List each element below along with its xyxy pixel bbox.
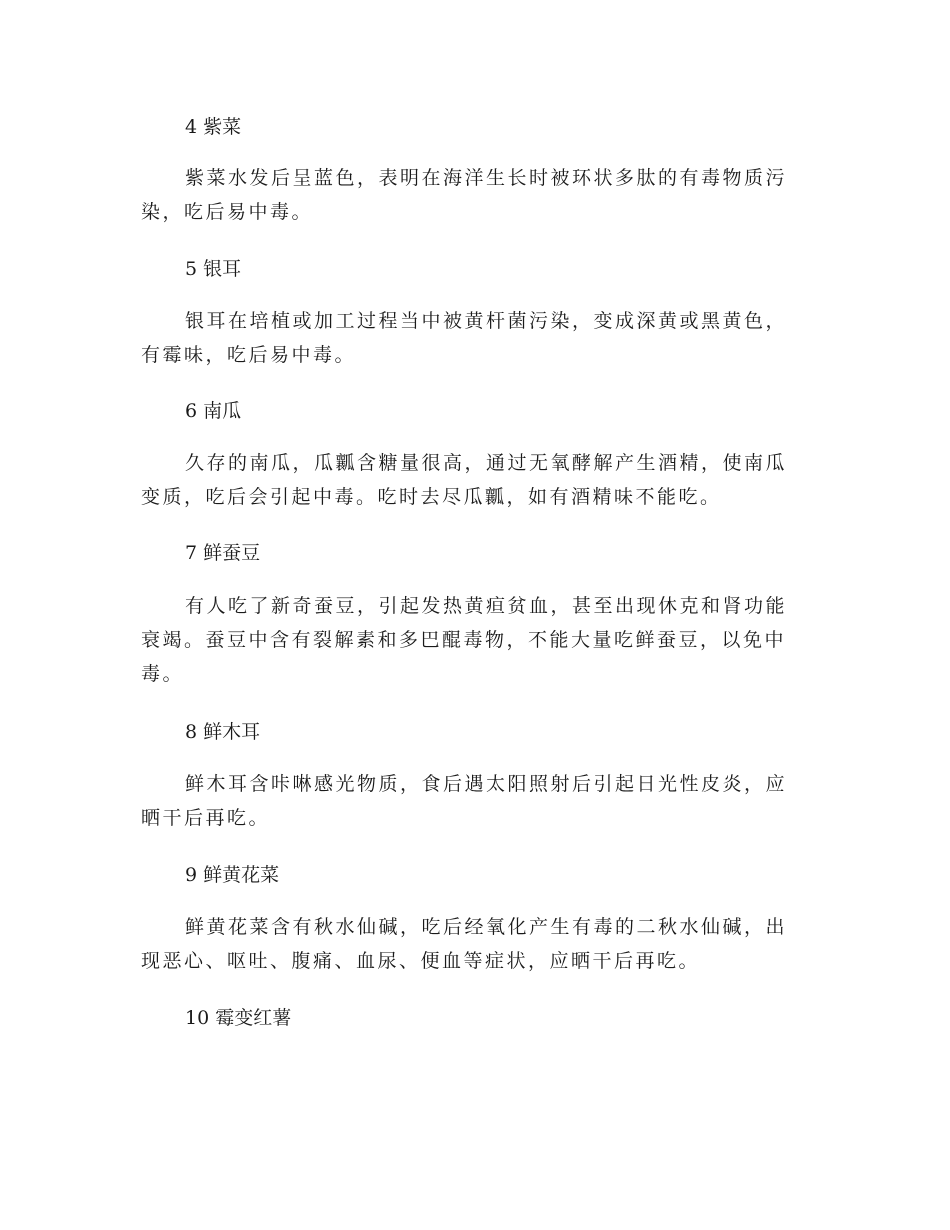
section-body-yiner: 银耳在培植或加工过程当中被黄杆菌污染，变成深黄或黑黄色，有霉味，吃后易中毒。 <box>141 310 788 366</box>
section-body-xianmuer: 鲜木耳含咔啉感光物质，食后遇太阳照射后引起日光性皮炎，应晒干后再吃。 <box>141 773 788 829</box>
section-body-zicai: 紫菜水发后呈蓝色，表明在海洋生长时被环状多肽的有毒物质污染，吃后易中毒。 <box>141 167 788 223</box>
section-heading-xianmuer: 8 鲜木耳 <box>185 721 261 743</box>
section-heading-xiancandou: 7 鲜蚕豆 <box>185 542 261 564</box>
section-body-xianhuanghuacai: 鲜黄花菜含有秋水仙碱，吃后经氧化产生有毒的二秋水仙碱，出现恶心、呕吐、腹痛、血尿、便血等症状，应晒干后再吃。 <box>141 916 788 972</box>
section-body-nangua: 久存的南瓜，瓜瓤含糖量很高，通过无氧酵解产生酒精，使南瓜变质，吃后会引起中毒。吃时去尽瓜瓤，如有酒精味不能吃。 <box>141 452 788 508</box>
section-heading-yiner: 5 银耳 <box>185 258 242 280</box>
section-heading-meibianhongshu: 10 霉变红薯 <box>185 1007 292 1029</box>
section-heading-zicai: 4 紫菜 <box>185 116 242 138</box>
section-heading-xianhuanghuacai: 9 鲜黄花菜 <box>185 864 280 886</box>
section-heading-nangua: 6 南瓜 <box>185 400 242 422</box>
section-body-xiancandou: 有人吃了新奇蚕豆，引起发热黄疸贫血，甚至出现休克和肾功能衰竭。蚕豆中含有裂解素和多巴醌毒物，不能大量吃鲜蚕豆，以免中毒。 <box>141 595 788 685</box>
